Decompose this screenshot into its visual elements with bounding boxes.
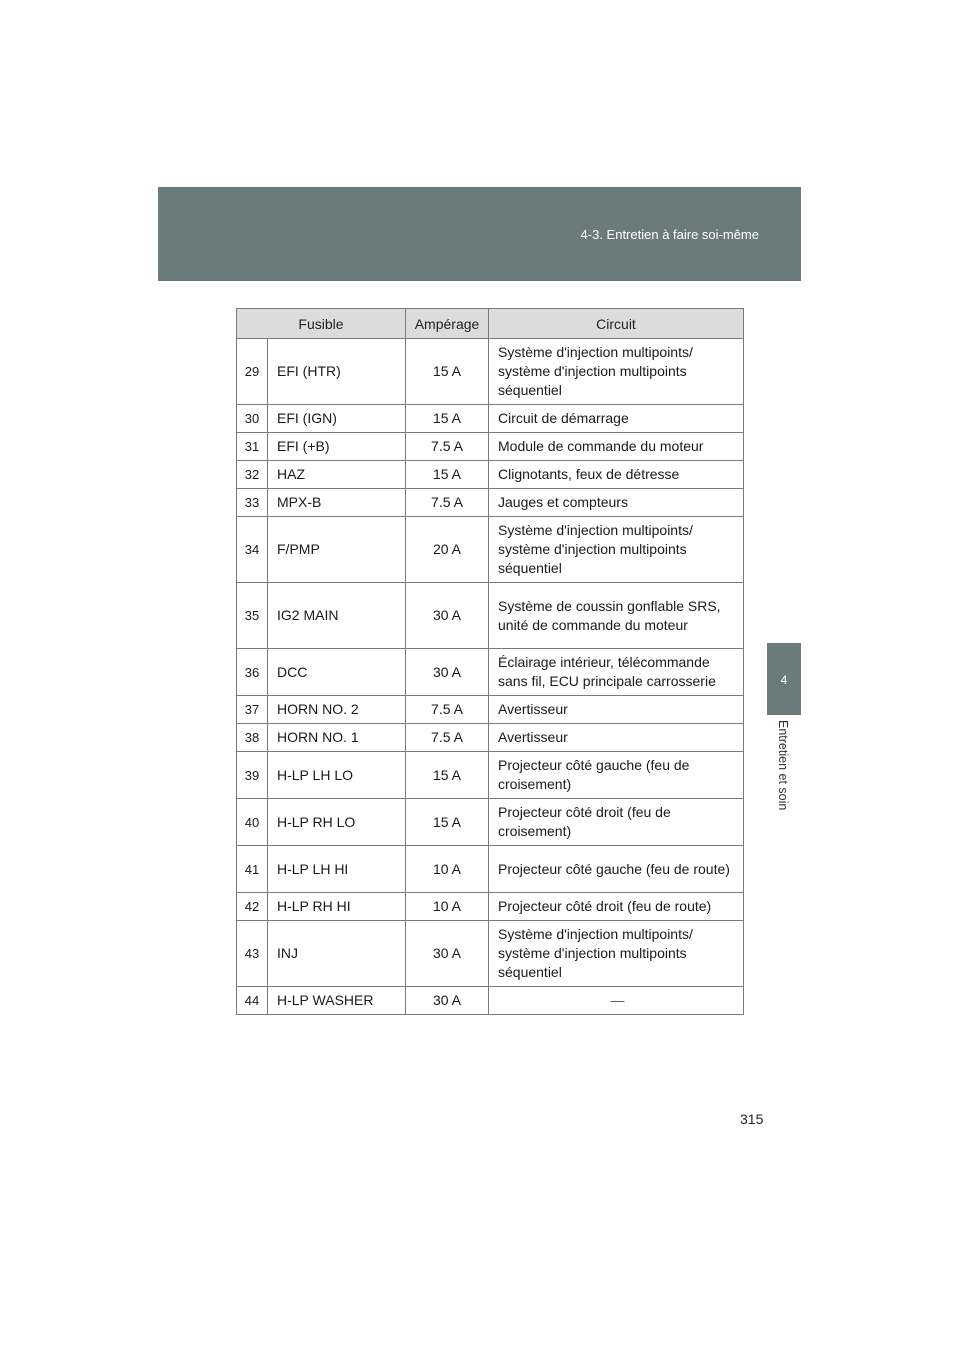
fuse-name-cell: MPX-B [268,489,406,517]
fuse-name-cell: INJ [268,921,406,987]
chapter-label: Entretien et soin [776,720,790,811]
circuit-cell: Clignotants, feux de détresse [489,461,744,489]
fuse-name-cell: H-LP RH LO [268,799,406,846]
table-row [237,517,744,583]
column-header-amperage: Ampérage [406,309,489,339]
amperage-cell: 30 A [406,649,489,696]
fuse-name-cell: IG2 MAIN [268,583,406,649]
amperage-cell: 15 A [406,405,489,433]
fuse-name-cell: EFI (+B) [268,433,406,461]
table-row [237,893,744,921]
chapter-number: 4 [780,673,788,687]
table-row [237,799,744,846]
fuse-number-cell: 30 [237,405,268,433]
fuse-number-cell: 33 [237,489,268,517]
fuse-name-cell: EFI (HTR) [268,339,406,405]
table-row [237,987,744,1015]
circuit-cell: Avertisseur [489,696,744,724]
circuit-cell: Système d'injection multipoints/ système d'injection multipoints séquentiel [489,339,744,405]
fuse-table [236,308,744,1015]
fuse-number-cell: 39 [237,752,268,799]
circuit-cell: Jauges et compteurs [489,489,744,517]
amperage-cell: 15 A [406,339,489,405]
fuse-name-cell: H-LP LH HI [268,846,406,893]
amperage-cell: 7.5 A [406,489,489,517]
column-header-circuit: Circuit [489,309,744,339]
amperage-cell: 7.5 A [406,696,489,724]
table-row [237,649,744,696]
table-body [237,339,744,1015]
amperage-cell: 10 A [406,893,489,921]
circuit-cell: Système d'injection multipoints/ système d'injection multipoints séquentiel [489,517,744,583]
fuse-number-cell: 44 [237,987,268,1015]
fuse-number-cell: 34 [237,517,268,583]
fuse-number-cell: 36 [237,649,268,696]
table-row [237,405,744,433]
table-row [237,583,744,649]
fuse-number-cell: 35 [237,583,268,649]
amperage-cell: 20 A [406,517,489,583]
fuse-number-cell: 43 [237,921,268,987]
fuse-name-cell: H-LP RH HI [268,893,406,921]
circuit-cell: Système de coussin gonflable SRS, unité de commande du moteur [489,583,744,649]
amperage-cell: 30 A [406,987,489,1015]
circuit-cell: Projecteur côté gauche (feu de route) [489,846,744,893]
circuit-cell: Circuit de démarrage [489,405,744,433]
circuit-cell: — [489,987,744,1015]
fuse-number-cell: 31 [237,433,268,461]
header-band [158,187,801,281]
circuit-cell: Éclairage intérieur, télécommande sans fil, ECU principale carrosserie [489,649,744,696]
section-title: 4-3. Entretien à faire soi-même [580,227,759,242]
table-row [237,846,744,893]
fuse-name-cell: H-LP WASHER [268,987,406,1015]
circuit-cell: Projecteur côté droit (feu de route) [489,893,744,921]
fuse-number-cell: 40 [237,799,268,846]
amperage-cell: 15 A [406,799,489,846]
fuse-name-cell: HAZ [268,461,406,489]
table-row [237,489,744,517]
amperage-cell: 15 A [406,461,489,489]
fuse-name-cell: H-LP LH LO [268,752,406,799]
circuit-cell: Projecteur côté droit (feu de croisement) [489,799,744,846]
amperage-cell: 15 A [406,752,489,799]
fuse-number-cell: 37 [237,696,268,724]
fuse-number-cell: 38 [237,724,268,752]
fuse-number-cell: 32 [237,461,268,489]
circuit-cell: Système d'injection multipoints/ système d'injection multipoints séquentiel [489,921,744,987]
amperage-cell: 7.5 A [406,433,489,461]
table-row [237,461,744,489]
fuse-number-cell: 29 [237,339,268,405]
table-row [237,433,744,461]
page-number: 315 [740,1111,764,1127]
fuse-number-cell: 42 [237,893,268,921]
side-spacer [767,281,801,643]
circuit-cell: Avertisseur [489,724,744,752]
table-row [237,752,744,799]
fuse-name-cell: HORN NO. 1 [268,724,406,752]
table-row [237,339,744,405]
fuse-name-cell: DCC [268,649,406,696]
table-row [237,724,744,752]
table-header-row [237,309,744,339]
fuse-name-cell: HORN NO. 2 [268,696,406,724]
circuit-cell: Projecteur côté gauche (feu de croisement) [489,752,744,799]
fuse-name-cell: F/PMP [268,517,406,583]
table-row [237,696,744,724]
fuse-number-cell: 41 [237,846,268,893]
amperage-cell: 10 A [406,846,489,893]
amperage-cell: 30 A [406,583,489,649]
fuse-name-cell: EFI (IGN) [268,405,406,433]
circuit-cell: Module de commande du moteur [489,433,744,461]
amperage-cell: 7.5 A [406,724,489,752]
table-row [237,921,744,987]
amperage-cell: 30 A [406,921,489,987]
column-header-fuse: Fusible [237,309,406,339]
